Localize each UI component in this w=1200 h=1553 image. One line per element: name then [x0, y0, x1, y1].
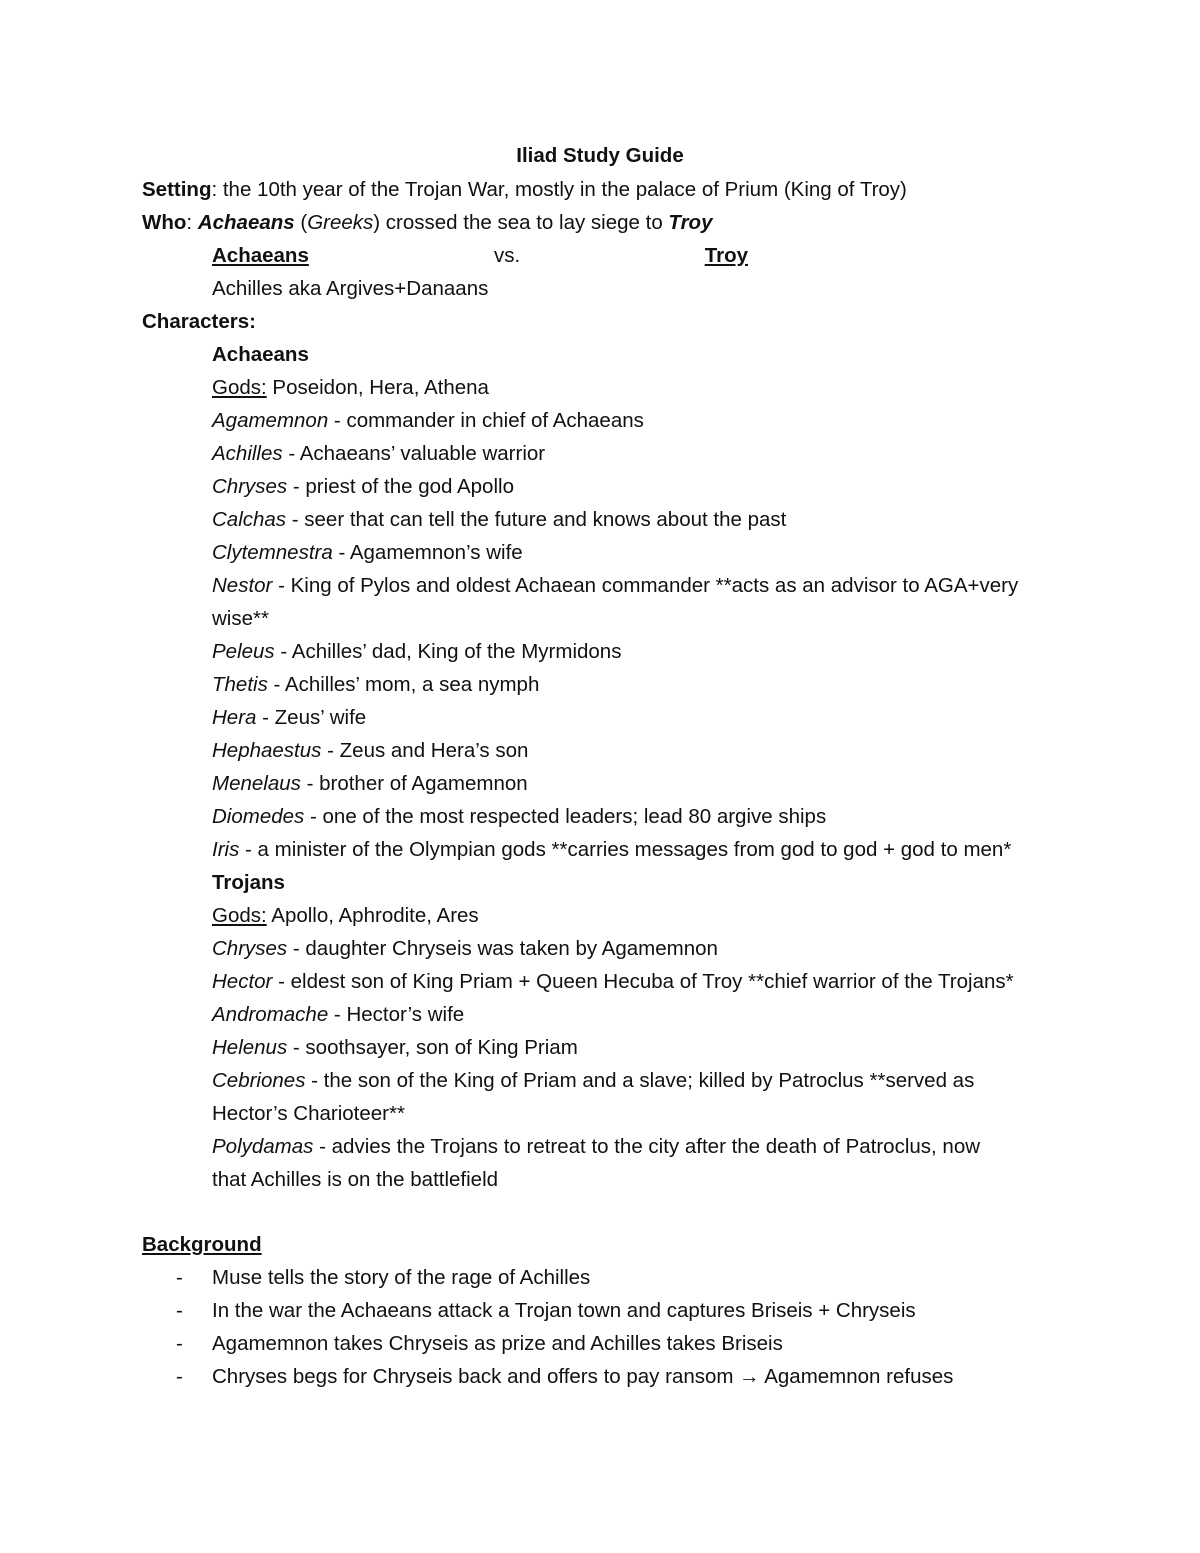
who-label: Who	[142, 211, 187, 234]
list-item	[212, 1067, 974, 1095]
character-desc: - King of Pylos and oldest Achaean commander **acts as an advisor to AGA+very	[272, 574, 1019, 597]
side-left-label: Achaeans	[212, 244, 309, 267]
who-greeks: Greeks	[307, 211, 374, 234]
who-colon: :	[186, 211, 198, 234]
character-name: Hephaestus	[212, 739, 322, 762]
setting-line	[142, 176, 907, 204]
character-name: Menelaus	[212, 772, 301, 795]
setting-label: Setting	[142, 178, 212, 201]
character-name: Thetis	[212, 673, 268, 696]
bullet-dash: -	[176, 1266, 183, 1289]
bullet-dash: -	[176, 1365, 183, 1388]
side-right-heading	[636, 242, 748, 270]
character-desc: - a minister of the Olympian gods **carries messages from god to god + god to men*	[239, 838, 1012, 861]
list-item	[212, 1133, 980, 1161]
list-item	[212, 803, 826, 831]
character-desc: - commander in chief of Achaeans	[328, 409, 644, 432]
aka-line: Achilles aka Argives+Danaans	[212, 277, 489, 300]
versus-label: vs.	[494, 244, 521, 267]
character-name: Clytemnestra	[212, 541, 333, 564]
character-desc: - Achaeans’ valuable warrior	[282, 442, 546, 465]
character-desc: - Achilles’ dad, King of the Myrmidons	[274, 640, 622, 663]
list-item	[212, 506, 786, 534]
background-heading: Background	[142, 1233, 262, 1256]
character-desc: - seer that can tell the future and knows about the past	[286, 508, 787, 531]
character-name: Polydamas	[212, 1135, 314, 1158]
who-troy: Troy	[668, 211, 713, 234]
character-desc: - advies the Trojans to retreat to the city after the death of Patroclus, now	[313, 1135, 981, 1158]
list-item	[212, 968, 1014, 996]
character-desc: - Hector’s wife	[328, 1003, 465, 1026]
character-desc: - Agamemnon’s wife	[332, 541, 523, 564]
trojans-gods-list: Apollo, Aphrodite, Ares	[266, 904, 479, 927]
page-title: Iliad Study Guide	[516, 144, 684, 167]
trojans-gods-line	[212, 902, 479, 930]
list-item	[212, 1001, 464, 1029]
list-item: Agamemnon takes Chryseis as prize and Achilles takes Briseis	[212, 1332, 783, 1355]
list-item	[212, 572, 1018, 600]
bullet-dash: -	[176, 1299, 183, 1322]
character-name: Iris	[212, 838, 240, 861]
list-item	[212, 1034, 578, 1062]
who-line	[142, 209, 712, 237]
character-desc: - soothsayer, son of King Priam	[287, 1036, 578, 1059]
character-name: Hector	[212, 970, 273, 993]
list-item	[212, 935, 718, 963]
list-item	[212, 440, 545, 468]
list-item-continuation: Hector’s Charioteer**	[212, 1102, 405, 1125]
side-left-heading	[212, 242, 424, 270]
list-item-continuation: wise**	[212, 607, 269, 630]
character-desc: - Zeus and Hera’s son	[321, 739, 529, 762]
character-desc: - brother of Agamemnon	[300, 772, 528, 795]
achaeans-gods-label: Gods:	[212, 376, 267, 399]
character-name: Nestor	[212, 574, 273, 597]
character-desc: - daughter Chryseis was taken by Agamemnon	[287, 937, 718, 960]
character-name: Chryses	[212, 475, 288, 498]
list-item	[212, 704, 366, 732]
list-item	[212, 737, 528, 765]
character-name: Helenus	[212, 1036, 288, 1059]
character-desc: - eldest son of King Priam + Queen Hecuba of Troy **chief warrior of the Trojans*	[272, 970, 1014, 993]
achaeans-gods-list: Poseidon, Hera, Athena	[266, 376, 489, 399]
character-desc: - the son of the King of Priam and a slave; killed by Patroclus **served as	[305, 1069, 975, 1092]
character-desc: - Achilles’ mom, a sea nymph	[267, 673, 540, 696]
character-name: Agamemnon	[212, 409, 329, 432]
achaeans-gods-line	[212, 374, 489, 402]
character-desc: - Zeus’ wife	[256, 706, 367, 729]
list-item	[212, 638, 621, 666]
character-name: Hera	[212, 706, 257, 729]
list-item	[212, 473, 514, 501]
trojans-gods-label: Gods:	[212, 904, 267, 927]
character-name: Chryses	[212, 937, 288, 960]
setting-text: : the 10th year of the Trojan War, mostly in the palace of Prium (King of Troy)	[211, 178, 907, 201]
side-right-label: Troy	[704, 244, 748, 267]
who-rest: ) crossed the sea to lay siege to	[373, 211, 669, 234]
character-name: Cebriones	[212, 1069, 306, 1092]
list-item: In the war the Achaeans attack a Trojan town and captures Briseis + Chryseis	[212, 1299, 916, 1322]
list-item: Muse tells the story of the rage of Achilles	[212, 1266, 591, 1289]
who-paren-open: (	[294, 211, 308, 234]
list-item-continuation: that Achilles is on the battlefield	[212, 1168, 499, 1191]
achaeans-heading: Achaeans	[212, 343, 309, 366]
characters-heading: Characters:	[142, 310, 256, 333]
character-name: Andromache	[212, 1003, 329, 1026]
list-item	[212, 836, 1011, 864]
who-achaeans: Achaeans	[197, 211, 295, 234]
list-item	[212, 770, 528, 798]
character-desc: - priest of the god Apollo	[287, 475, 514, 498]
character-name: Achilles	[212, 442, 283, 465]
bullet-dash: -	[176, 1332, 183, 1355]
list-item: Chryses begs for Chryseis back and offers to pay ransom → Agamemnon refuses	[212, 1365, 954, 1388]
character-desc: - one of the most respected leaders; lead 80 argive ships	[304, 805, 827, 828]
character-name: Calchas	[212, 508, 287, 531]
list-item	[212, 407, 644, 435]
trojans-heading: Trojans	[212, 871, 285, 894]
character-name: Peleus	[212, 640, 275, 663]
character-name: Diomedes	[212, 805, 305, 828]
list-item	[212, 671, 539, 699]
list-item	[212, 539, 523, 567]
